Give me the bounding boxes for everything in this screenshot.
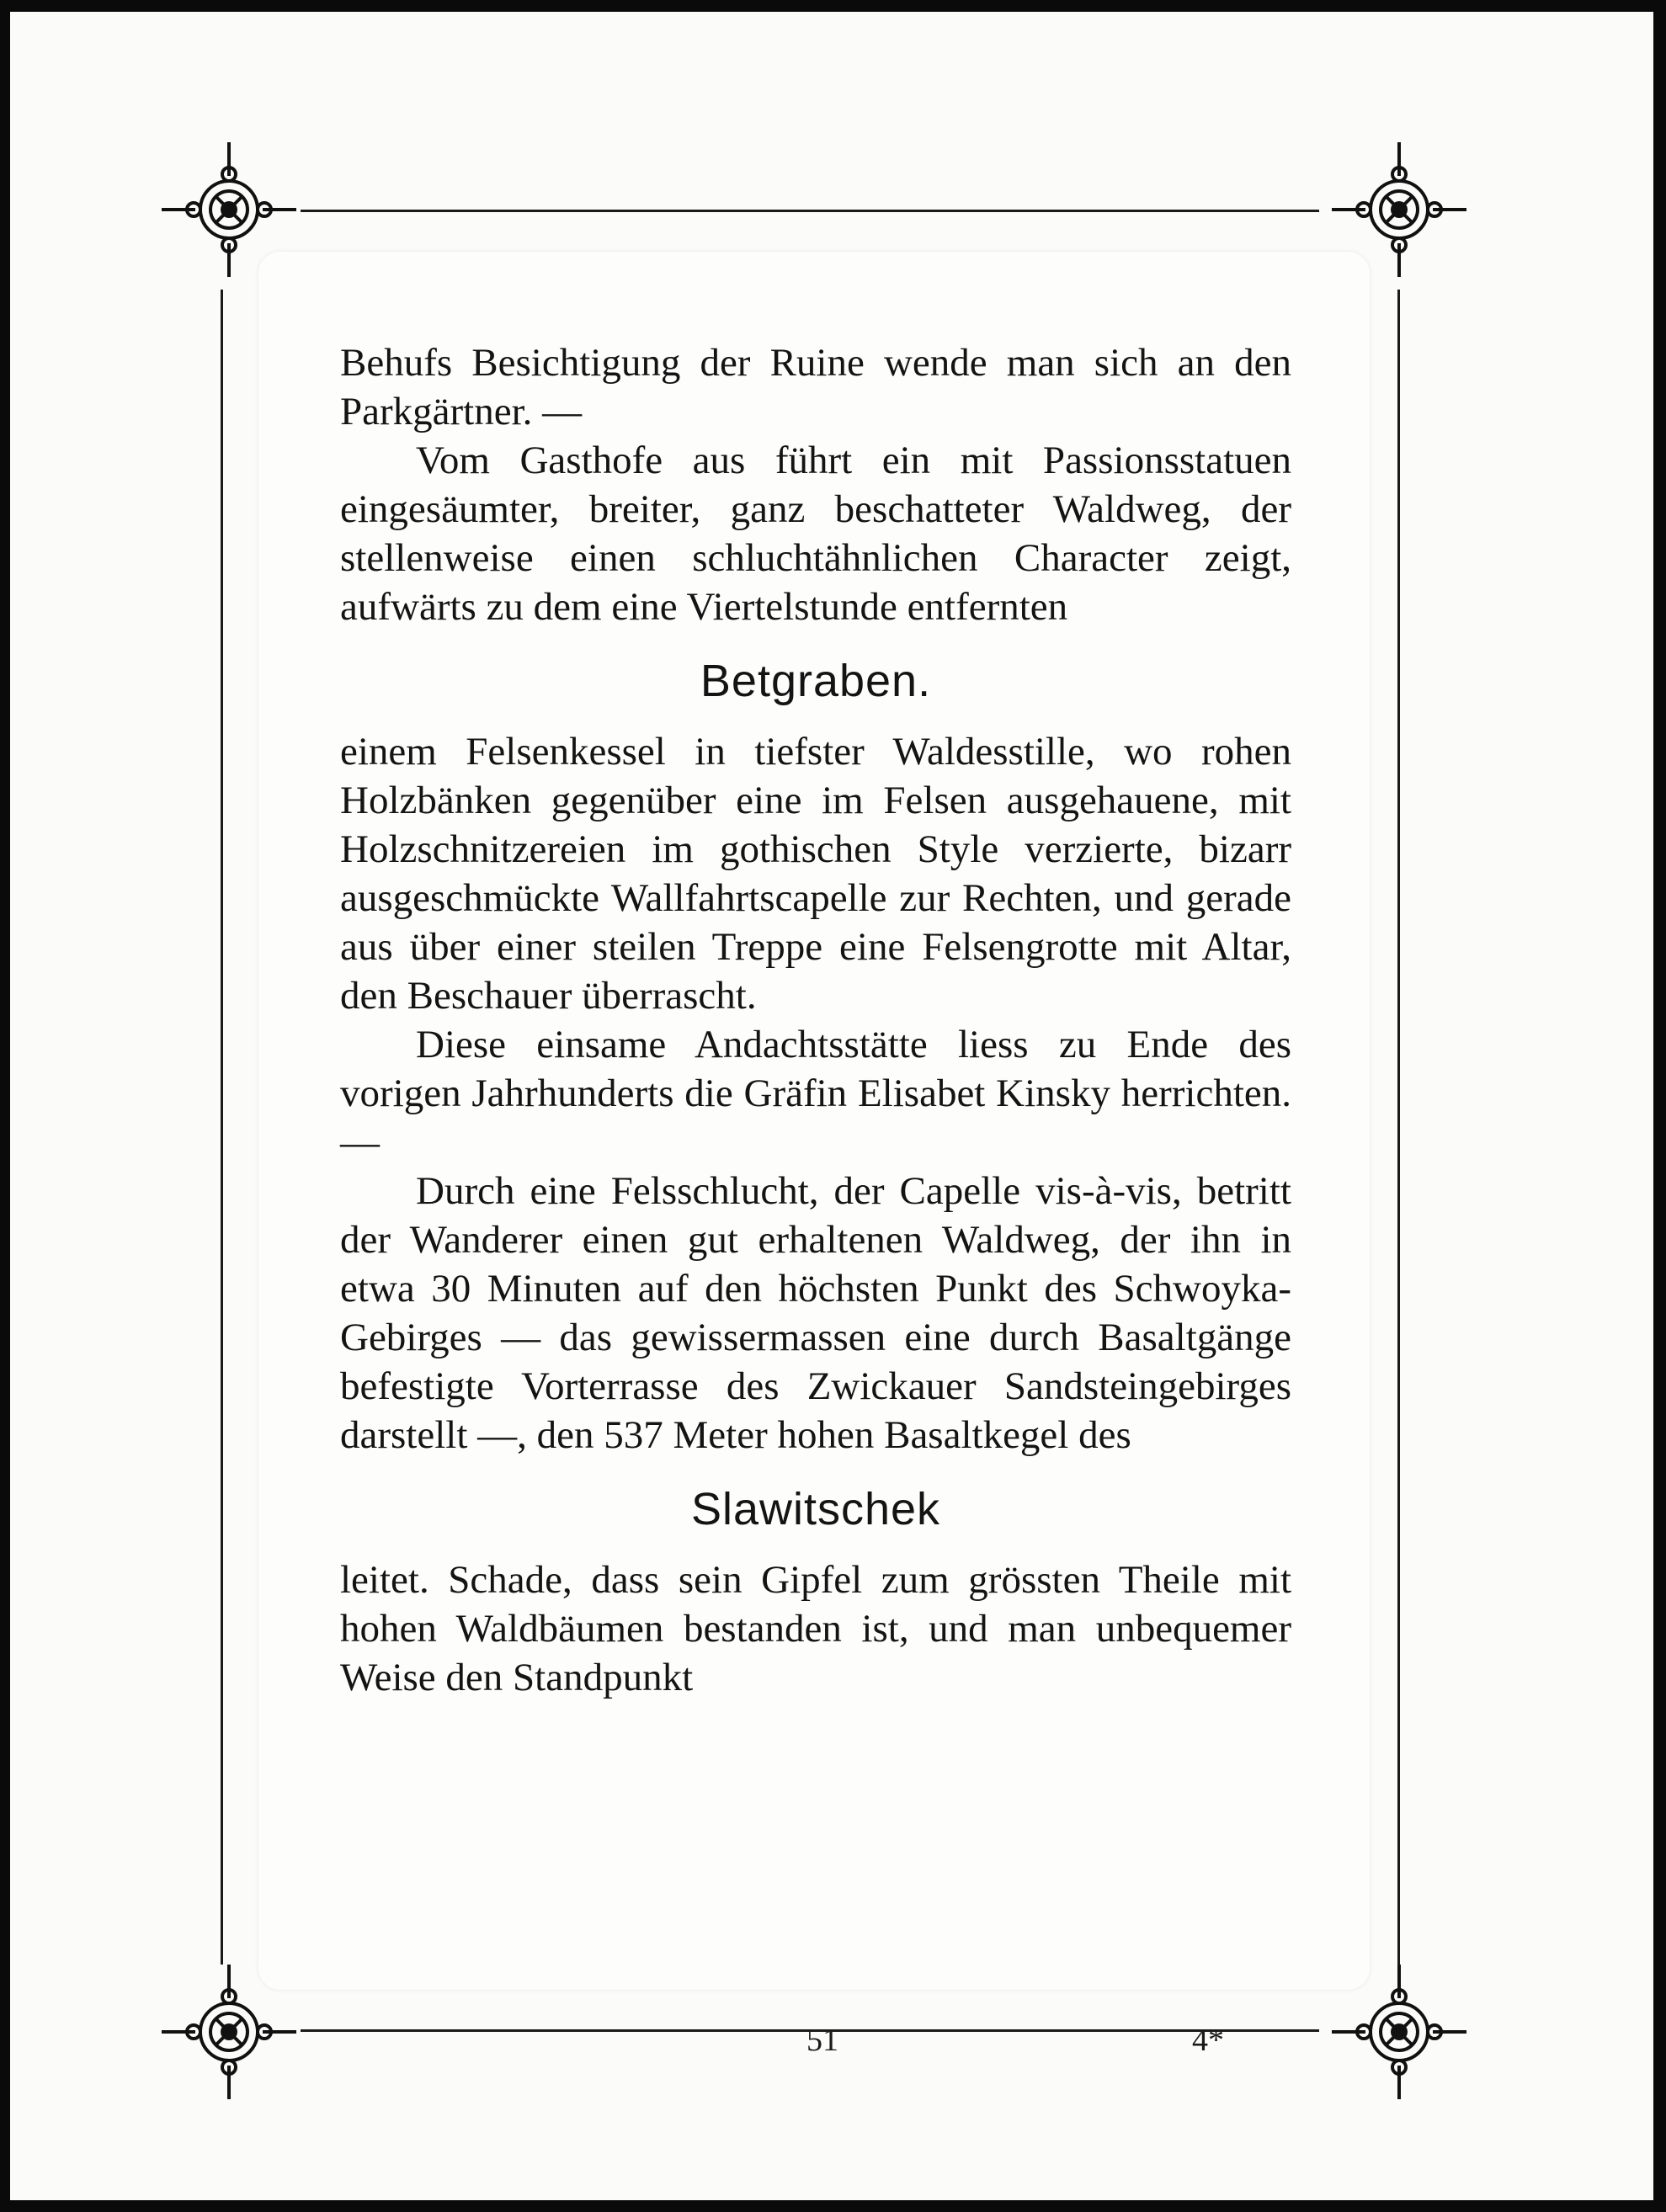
corner-ornament-icon — [162, 1965, 296, 2099]
paragraph: einem Felsenkessel in tiefster Waldesstille, wo rohen Holzbänken gegenüber eine im Felsen ausgehauene, mit Holzschnitzereien im gothischen Style verzierte, bizarr ausgeschmückte Wallfahrtscapelle zur Rechten, und gerade aus über einer steilen Treppe eine Felsengrotte mit Altar, den Beschauer überrascht. — [340, 730, 1291, 1018]
corner-ornament-icon — [162, 142, 296, 277]
paragraph: Behufs Besichtigung der Ruine wende man sich an den Parkgärtner. — — [340, 341, 1291, 433]
frame-left-line — [221, 290, 223, 1965]
frame-top-line — [301, 210, 1319, 212]
section-heading-slawitschek: Slawitschek — [690, 1484, 941, 1534]
paragraph: leitet. Schade, dass sein Gipfel zum grössten Theile mit hohen Waldbäumen bestanden ist, und man unbequemer Weise den Standpunkt — [340, 1558, 1291, 1699]
paragraph: Durch eine Felsschlucht, der Capelle vis-à-vis, betritt der Wanderer einen gut erhaltenen Waldweg, der ihn in etwa 30 Minuten auf den höchsten Punkt des Schwoyka-Gebirges — das gewissermassen eine durch Basaltgänge befestigte Vorterrasse des Zwickauer Sandsteingebirges darstellt —, den 537 Meter hohen Basaltkegel des — [340, 1169, 1291, 1457]
signature-mark: 4* — [1192, 2023, 1224, 2058]
corner-ornament-icon — [1332, 142, 1466, 277]
page-number: 51 — [806, 2023, 838, 2058]
paragraph: Vom Gasthofe aus führt ein mit Passionsstatuen eingesäumter, breiter, ganz beschatteter Waldweg, der stellenweise einen schluchtähnlichen Character zeigt, aufwärts zu dem eine Viertelstunde entfernten — [340, 439, 1291, 629]
corner-ornament-icon — [1332, 1965, 1466, 2099]
body-text — [340, 338, 1291, 1702]
paragraph: Diese einsame Andachtsstätte liess zu Ende des vorigen Jahrhunderts die Gräfin Elisabet Kinsky herrichten. — — [340, 1023, 1291, 1164]
section-heading-betgraben: Betgraben. — [700, 656, 932, 706]
book-page — [10, 12, 1653, 2200]
frame-right-line — [1397, 290, 1400, 1965]
